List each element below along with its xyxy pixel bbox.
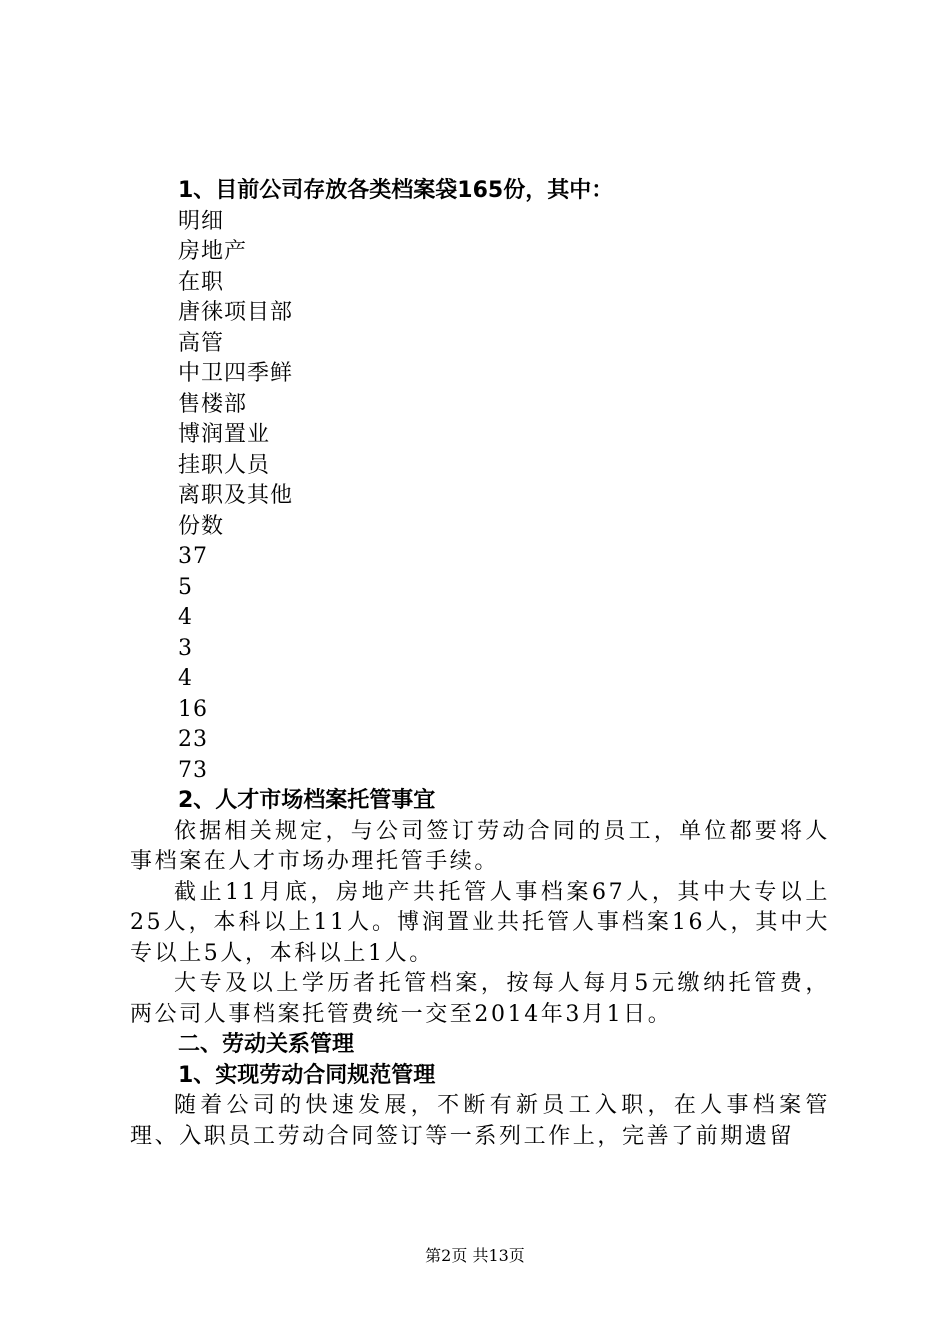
page-footer: 第2页 共13页 [425, 1246, 525, 1265]
category-list-item: 在职 [178, 269, 225, 295]
category-list-item: 唐徕项目部 [178, 300, 294, 325]
category-list-item: 挂职人员 [178, 452, 271, 478]
category-list-item: 明细 [178, 208, 225, 234]
category-list-item: 离职及其他 [178, 483, 294, 508]
count-list-item: 23 [178, 727, 208, 752]
section-heading-archive-count: 1、目前公司存放各类档案袋165份，其中： [178, 178, 614, 203]
section-heading-contract-management: 1、实现劳动合同规范管理 [178, 1062, 436, 1088]
count-list-item: 3 [178, 635, 193, 661]
category-list-item: 售楼部 [178, 391, 248, 417]
section-heading-talent-market: 2、人才市场档案托管事宜 [178, 788, 436, 813]
paragraph-development: 随着公司的快速发展，不断有新员工入职，在人事档案管理、入职员工劳动合同签订等一系列工作上，完善了前期遗留 [130, 1093, 830, 1149]
count-list-item: 5 [178, 574, 193, 600]
category-list-item: 房地产 [178, 239, 248, 264]
count-list-item: 73 [178, 757, 208, 783]
count-list-item: 4 [178, 605, 193, 630]
category-list-item: 中卫四季鲜 [178, 361, 294, 386]
count-list-item: 4 [178, 666, 193, 691]
count-list-item: 16 [178, 696, 208, 722]
paragraph-fees: 大专及以上学历者托管档案，按每人每月5元缴纳托管费，两公司人事档案托管费统一交至2014年3月1日。 [130, 971, 830, 1027]
category-list-item: 博润置业 [178, 422, 271, 447]
count-list-item: 37 [178, 544, 208, 569]
paragraph-regulation: 依据相关规定，与公司签订劳动合同的员工，单位都要将人事档案在人才市场办理托管手续。 [130, 818, 830, 874]
category-list-item: 高管 [178, 330, 225, 356]
category-list-item: 份数 [178, 513, 225, 539]
page-content [130, 176, 830, 1152]
paragraph-archive-stats: 截止11月底，房地产共托管人事档案67人，其中大专以上25人，本科以上11人。博润置业共托管人事档案16人，其中大专以上5人，本科以上1人。 [130, 879, 830, 966]
section-heading-labor-relations: 二、劳动关系管理 [178, 1032, 355, 1057]
